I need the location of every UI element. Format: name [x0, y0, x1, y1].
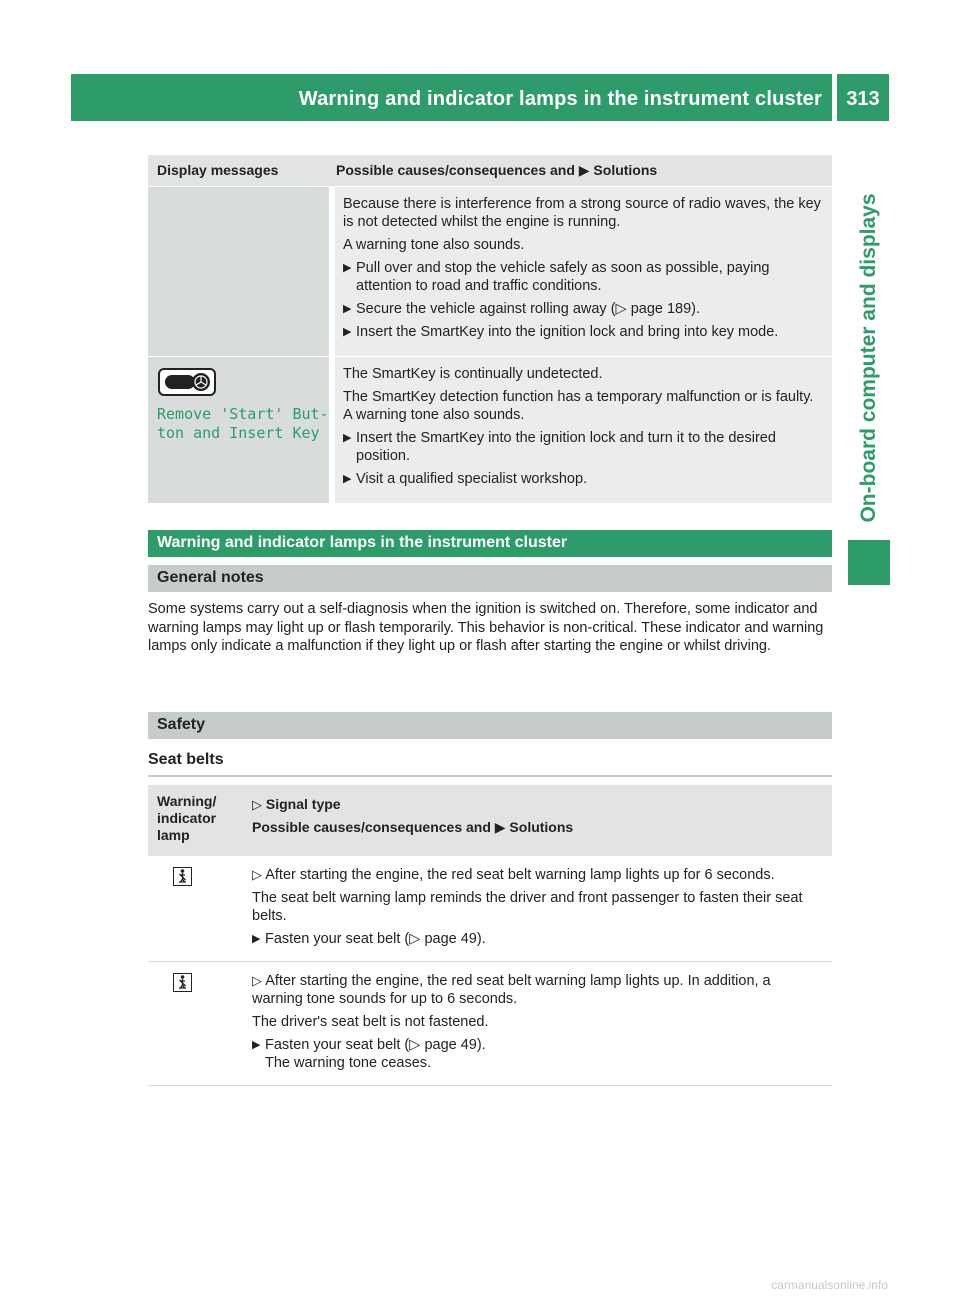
- table-header: [148, 155, 832, 187]
- step-text: Insert the SmartKey into the ignition lock and turn it to the desired position.: [356, 430, 776, 464]
- divider: [148, 775, 832, 777]
- step-arrow-icon: ▶: [252, 1039, 261, 1051]
- column-header-signal: [243, 793, 832, 844]
- step-text: Visit a qualified specialist workshop.: [356, 471, 588, 487]
- table-row: [148, 856, 832, 962]
- paragraph: The SmartKey detection function has a temporary malfunction or is faulty. A warning tone also sounds.: [343, 389, 814, 423]
- seat-belt-icon: [173, 867, 192, 886]
- signal-type-label: Signal type: [265, 796, 341, 812]
- page-number: 313: [837, 74, 889, 121]
- result-text: The warning tone ceases.: [265, 1055, 432, 1071]
- step-arrow-icon: ▶: [343, 303, 352, 315]
- step-text: Secure the vehicle against rolling away (▷ page 189).: [356, 301, 701, 317]
- paragraph: A warning tone also sounds.: [343, 237, 525, 253]
- step-text: Pull over and stop the vehicle safely as soon as possible, paying attention to road and traffic conditions.: [356, 260, 770, 294]
- instruction-step: [343, 323, 824, 341]
- column-header-display-messages: Display messages: [157, 162, 279, 178]
- display-message-cell: [148, 187, 329, 356]
- instruction-step: [343, 300, 824, 318]
- signal-text: After starting the engine, the red seat belt warning lamp lights up for 6 seconds.: [265, 867, 775, 883]
- instruction-step: [252, 930, 823, 948]
- step-arrow-icon: ▶: [343, 326, 352, 338]
- lamp-cell: [148, 866, 243, 953]
- display-message-text: Remove 'Start' But‐ ton and Insert Key: [157, 405, 329, 442]
- paragraph: Because there is interference from a strong source of radio waves, the key is not detected whilst the engine is running.: [343, 196, 821, 230]
- step-text: Fasten your seat belt (▷ page 49).: [265, 931, 486, 947]
- smartkey-icon: [157, 367, 217, 397]
- instruction-step: [343, 429, 824, 465]
- causes-cell: [243, 866, 832, 953]
- general-notes-body: Some systems carry out a self-diagnosis when the ignition is switched on. Therefore, some indicator and warning lamps may light up or flash temporarily. This behavior is non-critical. These indicator and warning lamps only indicate a malfunction if they light up or flash after starting the engine or whilst driving.: [148, 601, 824, 654]
- causes-cell: [335, 187, 832, 356]
- causes-cell: [243, 972, 832, 1077]
- side-tab-marker: [848, 540, 890, 585]
- column-header-causes: Possible causes/consequences and ▶ Solutions: [336, 162, 658, 178]
- causes-label: Possible causes/consequences and ▶ Solutions: [252, 819, 574, 835]
- footer-watermark: carmanualsonline.info: [771, 1278, 888, 1292]
- step-arrow-icon: ▶: [343, 262, 352, 274]
- signal-type-icon: ▷: [252, 867, 262, 882]
- instruction-step: [252, 1036, 823, 1054]
- side-tab: [848, 130, 890, 586]
- lamp-cell: [148, 972, 243, 1077]
- table-header: [148, 785, 832, 856]
- page-header-title: Warning and indicator lamps in the instrument cluster: [298, 88, 822, 110]
- paragraph: [252, 866, 823, 884]
- display-messages-table: [148, 155, 832, 504]
- step-arrow-icon: ▶: [343, 473, 352, 485]
- step-text: Fasten your seat belt (▷ page 49).: [265, 1037, 486, 1053]
- display-message-cell: [148, 357, 329, 503]
- seat-belt-lamps-table: [148, 785, 832, 1086]
- side-tab-label: On-board computer and displays: [857, 193, 880, 523]
- table-row: [148, 357, 832, 504]
- causes-cell: [335, 357, 832, 503]
- header-bar: [71, 74, 832, 121]
- section-heading: Warning and indicator lamps in the instrument cluster: [148, 530, 832, 557]
- seat-belts-title: Seat belts: [148, 751, 224, 768]
- seat-belt-icon: [173, 973, 192, 992]
- signal-text: After starting the engine, the red seat belt warning lamp lights up. In addition, a warning tone sounds for up to 6 seconds.: [252, 973, 771, 1007]
- table-row: [148, 187, 832, 357]
- table-row: [148, 962, 832, 1086]
- paragraph: [252, 972, 823, 1008]
- signal-type-icon: ▷: [252, 973, 262, 988]
- safety-heading: Safety: [148, 712, 832, 739]
- step-text: Insert the SmartKey into the ignition lock and bring into key mode.: [356, 324, 779, 340]
- step-arrow-icon: ▶: [252, 933, 261, 945]
- step-arrow-icon: ▶: [343, 432, 352, 444]
- signal-type-icon: ▷: [252, 797, 262, 812]
- column-header-lamp: Warning/ indicator lamp: [157, 793, 217, 843]
- instruction-step: [343, 470, 824, 488]
- paragraph: The driver's seat belt is not fastened.: [252, 1014, 489, 1030]
- paragraph: The SmartKey is continually undetected.: [343, 366, 603, 382]
- paragraph: The seat belt warning lamp reminds the driver and front passenger to fasten their seat belts.: [252, 890, 803, 924]
- instruction-step: [343, 259, 824, 295]
- general-notes-heading: General notes: [148, 565, 832, 592]
